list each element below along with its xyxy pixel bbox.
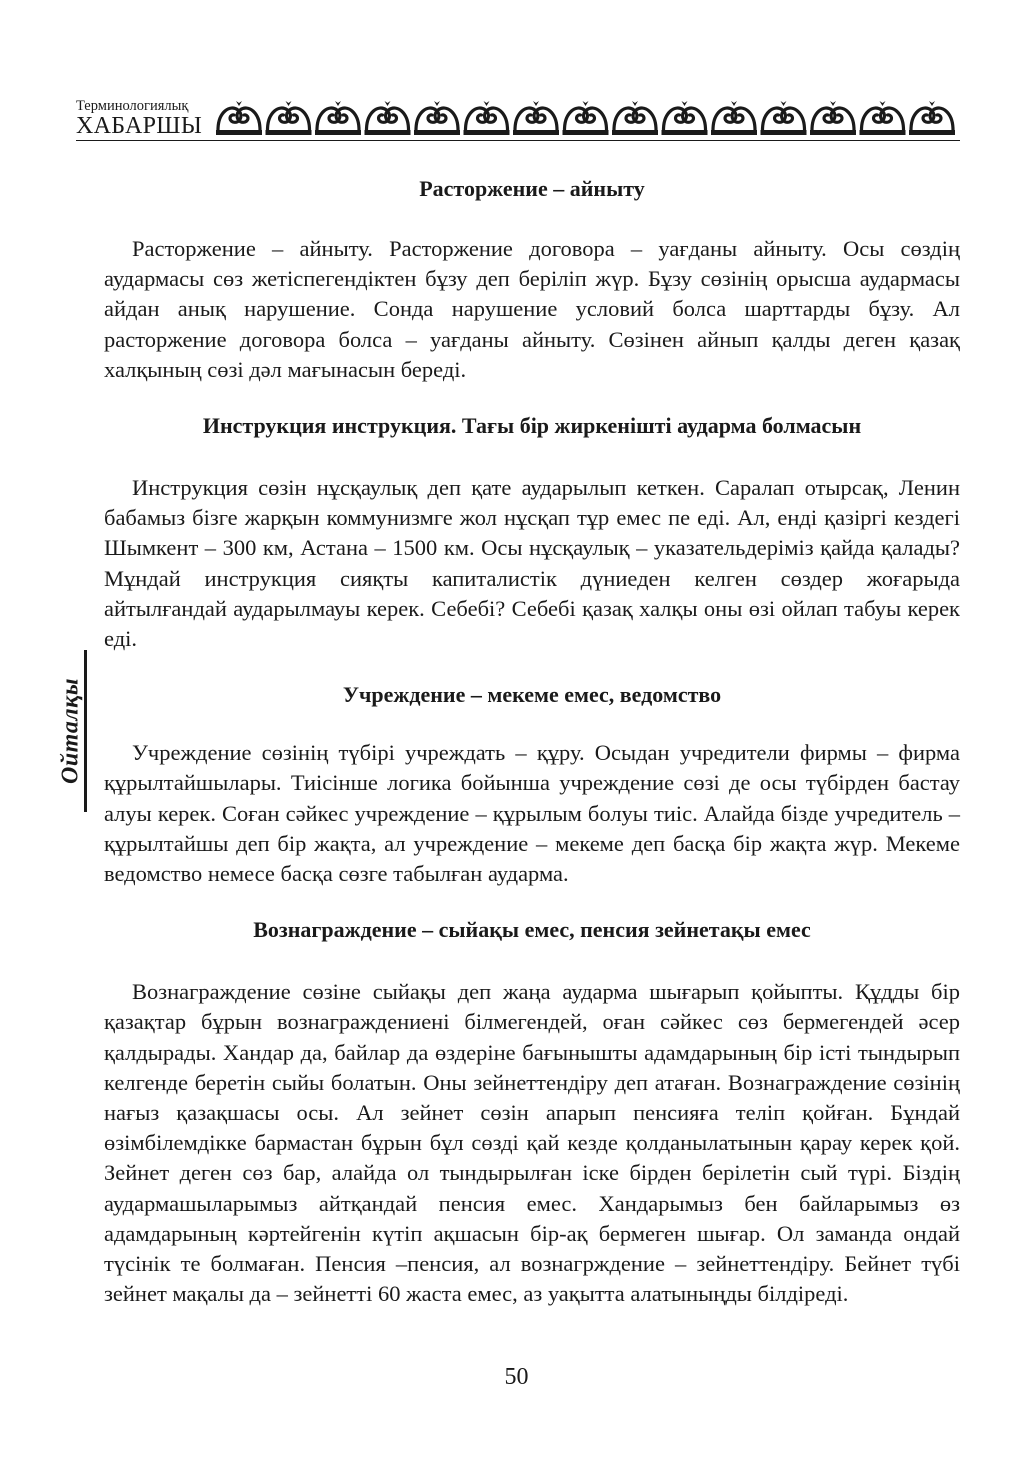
running-header <box>76 98 960 144</box>
section-paragraph: Инструкция сөзін нұсқаулық деп қате аударылып кеткен. Саралап отырсақ, Ленин бабамыз бізге жарқын коммунизмге жол нұсқап тұр емес пе еді. Ал, енді қазіргі кездегі Шымкент – 300 км, Астана – 1500 км. Осы нұсқаулық – указательдеріміз қайда қалады? Мұндай инструкция сияқты капиталистік дүниеден келген сөздер жоғарыда айтылғандай аударылмауы керек. Себебі? Себебі қазақ халқы оны өзі ойлап табуы керек еді. <box>104 475 960 652</box>
section-paragraph: Расторжение – айныту. Расторжение договора – уағданы айныту. Осы сөздің аудармасы сөз жетіспегендіктен бұзу деп беріліп жүр. Бұзу сөзінің орысша аудармасы айдан анық нарушение. Сонда нарушение условий болса шарттарды бұзу. Ал расторжение договора болса – уағданы айныту. Сөзінен айнып қалды деген қазақ халқының сөзі дәл мағынасын береді. <box>104 236 960 382</box>
side-tab-label: Ойталқы <box>57 678 84 784</box>
ornament-icon <box>216 100 960 138</box>
section-title: Инструкция инструкция. Тағы бір жиркеніштi аударма болмасын <box>202 413 862 439</box>
page-number: 50 <box>504 1364 529 1390</box>
section-side-tab <box>54 650 90 812</box>
journal-name-small: Терминологиялық <box>76 98 189 114</box>
section <box>104 678 960 889</box>
section-title: Вознаграждение – сыйақы емес, пенсия зейнетақы емес <box>253 917 811 943</box>
header-rule <box>76 140 960 141</box>
section-paragraph: Вознаграждение сөзіне сыйақы деп жаңа аударма шығарып қойыпты. Құдды бір қазақтар бұрын вознаграждениені білмегендей, оған сәйкес сөз бермегендей әсер қалдырады. Хандар да, байлар да өздеріне бағынышты адамдарының бір істі тындырып келгенде беретін сыйы болатын. Оны зейнеттендіру деп атаған. Вознаграждение сөзінің нағыз қазақшасы осы. Ал зейнет сөзін апарып пенсияға теліп қойған. Бұндай өзімбілемдікке бармастан бұрын бұл сөзді қай кезде қолданылатынын қарау керек қой. Зейнет деген сөз бар, алайда ол тындырылған іске бірден берілетін сый түрі. Біздің аудармашыларымыз айтқандай пенсия емес. Хандарымыз бен байларымыз өз адамдарының кәртейгенін күтіп ақшасын бір-ақ бермеген шығар. Ол заманда ондай түсінік те болмаған. Пенсия –пенсия, ал вознагрждение – зейнеттендіру. Бейнет түбі зейнет мақалы да – зейнетті 60 жаста емес, аз уақытта алатыныңды білдіреді. <box>104 979 960 1307</box>
section <box>104 913 960 1309</box>
journal-name-big: ХАБАРШЫ <box>76 113 203 139</box>
section-paragraph: Учреждение сөзінің түбірі учреждать – құру. Осыдан учредители фирмы – фирма құрылтайшылары. Тиісінше логика бойынша учреждение сөзі де осы түбірден бастау алуы керек. Соған сәйкес учреждение – құрылым болуы тиіс. Алайда бізде учредитель – құрылтайшы деп бір жақта, ал учреждение – мекеме деп басқа бір жақта жүр. Мекеме ведомство немесе басқа сөзге табылған аударма. <box>104 740 960 887</box>
section <box>104 172 960 385</box>
section <box>104 409 960 654</box>
section-title: Расторжение – айныту <box>419 176 645 201</box>
section-title: Учреждение – мекеме емес, ведомство <box>342 682 722 708</box>
article-body <box>104 172 960 1309</box>
side-tab-bar <box>84 650 87 812</box>
